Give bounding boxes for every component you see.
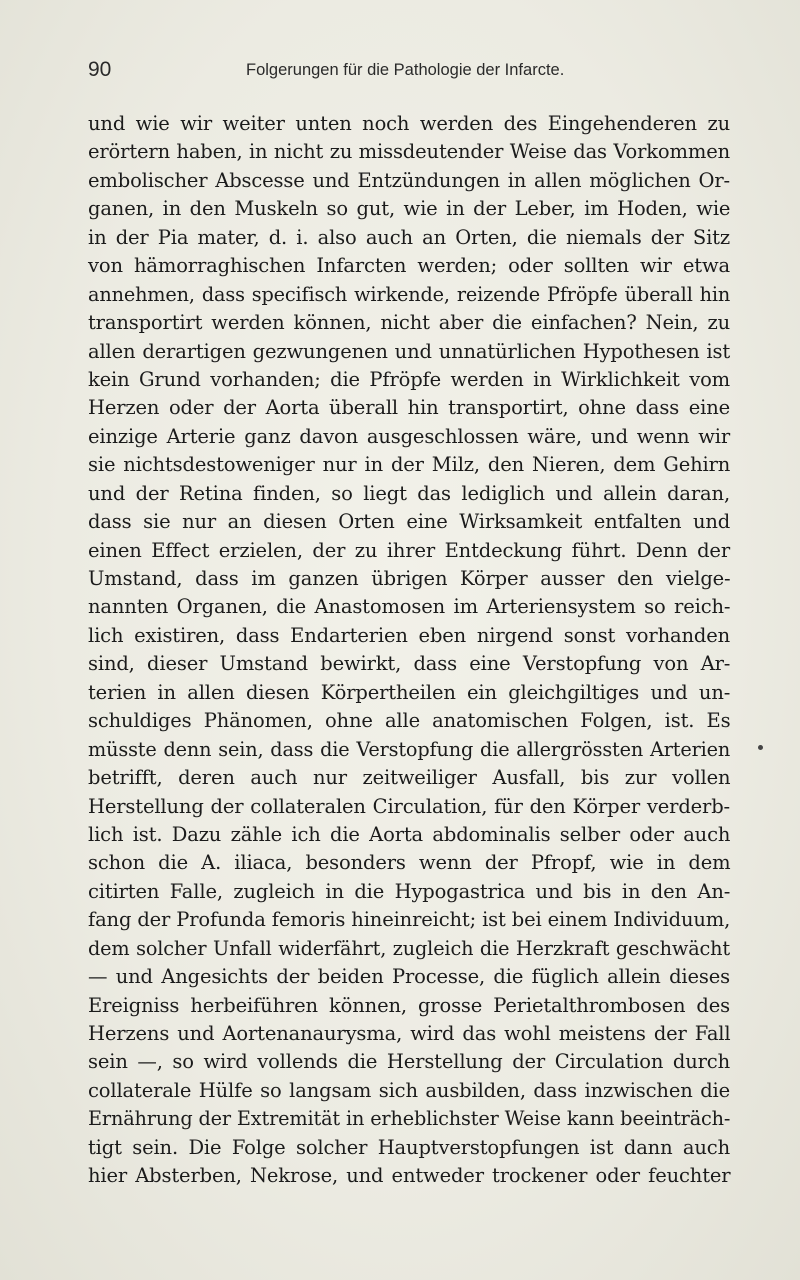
text-line: lich existiren, dass Endarterien eben nirgend sonst vorhanden [88, 623, 730, 647]
text-line: schon die A. iliaca, besonders wenn der Pfropf, wie in dem [88, 851, 731, 875]
text-line: sein —, so wird vollends die Herstellung der Circulation durch [88, 1050, 730, 1074]
text-line: tigt sein. Die Folge solcher Hauptverstopfungen ist dann auch [88, 1135, 730, 1159]
text-line: nannten Organen, die Anastomosen im Arteriensystem so reich- [88, 595, 731, 619]
text-line: Herzens und Aortenanaurysma, wird das wohl meistens der Fall [88, 1022, 731, 1045]
text-line: Ernährung der Extremität in erheblichster Weise kann beeinträch- [88, 1107, 731, 1131]
running-head: Folgerungen für die Pathologie der Infarcte. [246, 61, 565, 79]
text-line: lich ist. Dazu zähle ich die Aorta abdominalis selber oder auch [88, 822, 731, 846]
text-line: einzige Arterie ganz davon ausgeschlossen wäre, und wenn wir [88, 424, 731, 448]
text-line: sind, dieser Umstand bewirkt, dass eine Verstopfung von Ar- [88, 652, 731, 676]
text-line: Herzen oder der Aorta überall hin transportirt, ohne dass eine [88, 396, 730, 420]
text-line: kein Grund vorhanden; die Pfröpfe werden in Wirklichkeit vom [88, 367, 730, 391]
text-line: collaterale Hülfe so langsam sich ausbilden, dass inzwischen die [88, 1078, 730, 1102]
text-line: in der Pia mater, d. i. also auch an Orten, die niemals der Sitz [88, 225, 730, 249]
text-line: von hämorraghischen Infarcten werden; oder sollten wir etwa [88, 254, 730, 278]
text-line: — und Angesichts der beiden Processe, die füglich allein dieses [88, 965, 730, 989]
text-line: ganen, in den Muskeln so gut, wie in der Leber, im Hoden, wie [88, 197, 731, 221]
text-line: Herstellung der collateralen Circulation, für den Körper verderb- [88, 794, 730, 818]
text-line: dem solcher Unfall widerfährt, zugleich die Herzkraft geschwächt [88, 936, 730, 960]
text-line: sie nichtsdestoweniger nur in der Milz, den Nieren, dem Gehirn [88, 453, 731, 477]
text-line: Umstand, dass im ganzen übrigen Körper ausser den vielge- [88, 567, 731, 590]
text-line: fang der Profunda femoris hineinreicht; ist bei einem Individuum, [88, 908, 731, 932]
page-number: 90 [88, 58, 112, 81]
text-line: citirten Falle, zugleich in die Hypogastrica und bis in den An- [88, 879, 731, 903]
body-text [88, 110, 730, 1191]
text-line: müsste denn sein, dass die Verstopfung die allergrössten Arterien [88, 737, 731, 761]
text-line: und wie wir weiter unten noch werden des Eingehenderen zu [88, 112, 730, 135]
text-line: betrifft, deren auch nur zeitweiliger Ausfall, bis zur vollen [88, 766, 731, 790]
text-line: schuldiges Phänomen, ohne alle anatomischen Folgen, ist. Es [88, 709, 731, 733]
text-line: Ereigniss herbeiführen können, grosse Perietalthrombosen des [88, 993, 731, 1017]
text-line: einen Effect erzielen, der zu ihrer Entdeckung führt. Denn der [88, 538, 730, 562]
text-line: erörtern haben, in nicht zu missdeutender Weise das Vorkommen [88, 140, 730, 164]
text-line: terien in allen diesen Körpertheilen ein gleichgiltiges und un- [88, 680, 731, 704]
text-line: allen derartigen gezwungenen und unnatürlichen Hypothesen ist [88, 339, 731, 363]
text-line: hier Absterben, Nekrose, und entweder trockener oder feuchter [88, 1164, 731, 1188]
page-header [88, 58, 728, 82]
text-line: dass sie nur an diesen Orten eine Wirksamkeit entfalten und [88, 510, 731, 534]
text-line: transportirt werden können, nicht aber die einfachen? Nein, zu [88, 311, 730, 335]
text-line: und der Retina finden, so liegt das lediglich und allein daran, [88, 481, 730, 505]
margin-dot [758, 745, 763, 750]
text-line: annehmen, dass specifisch wirkende, reizende Pfröpfe überall hin [88, 282, 731, 306]
text-line: embolischer Abscesse und Entzündungen in allen möglichen Or- [88, 168, 730, 192]
